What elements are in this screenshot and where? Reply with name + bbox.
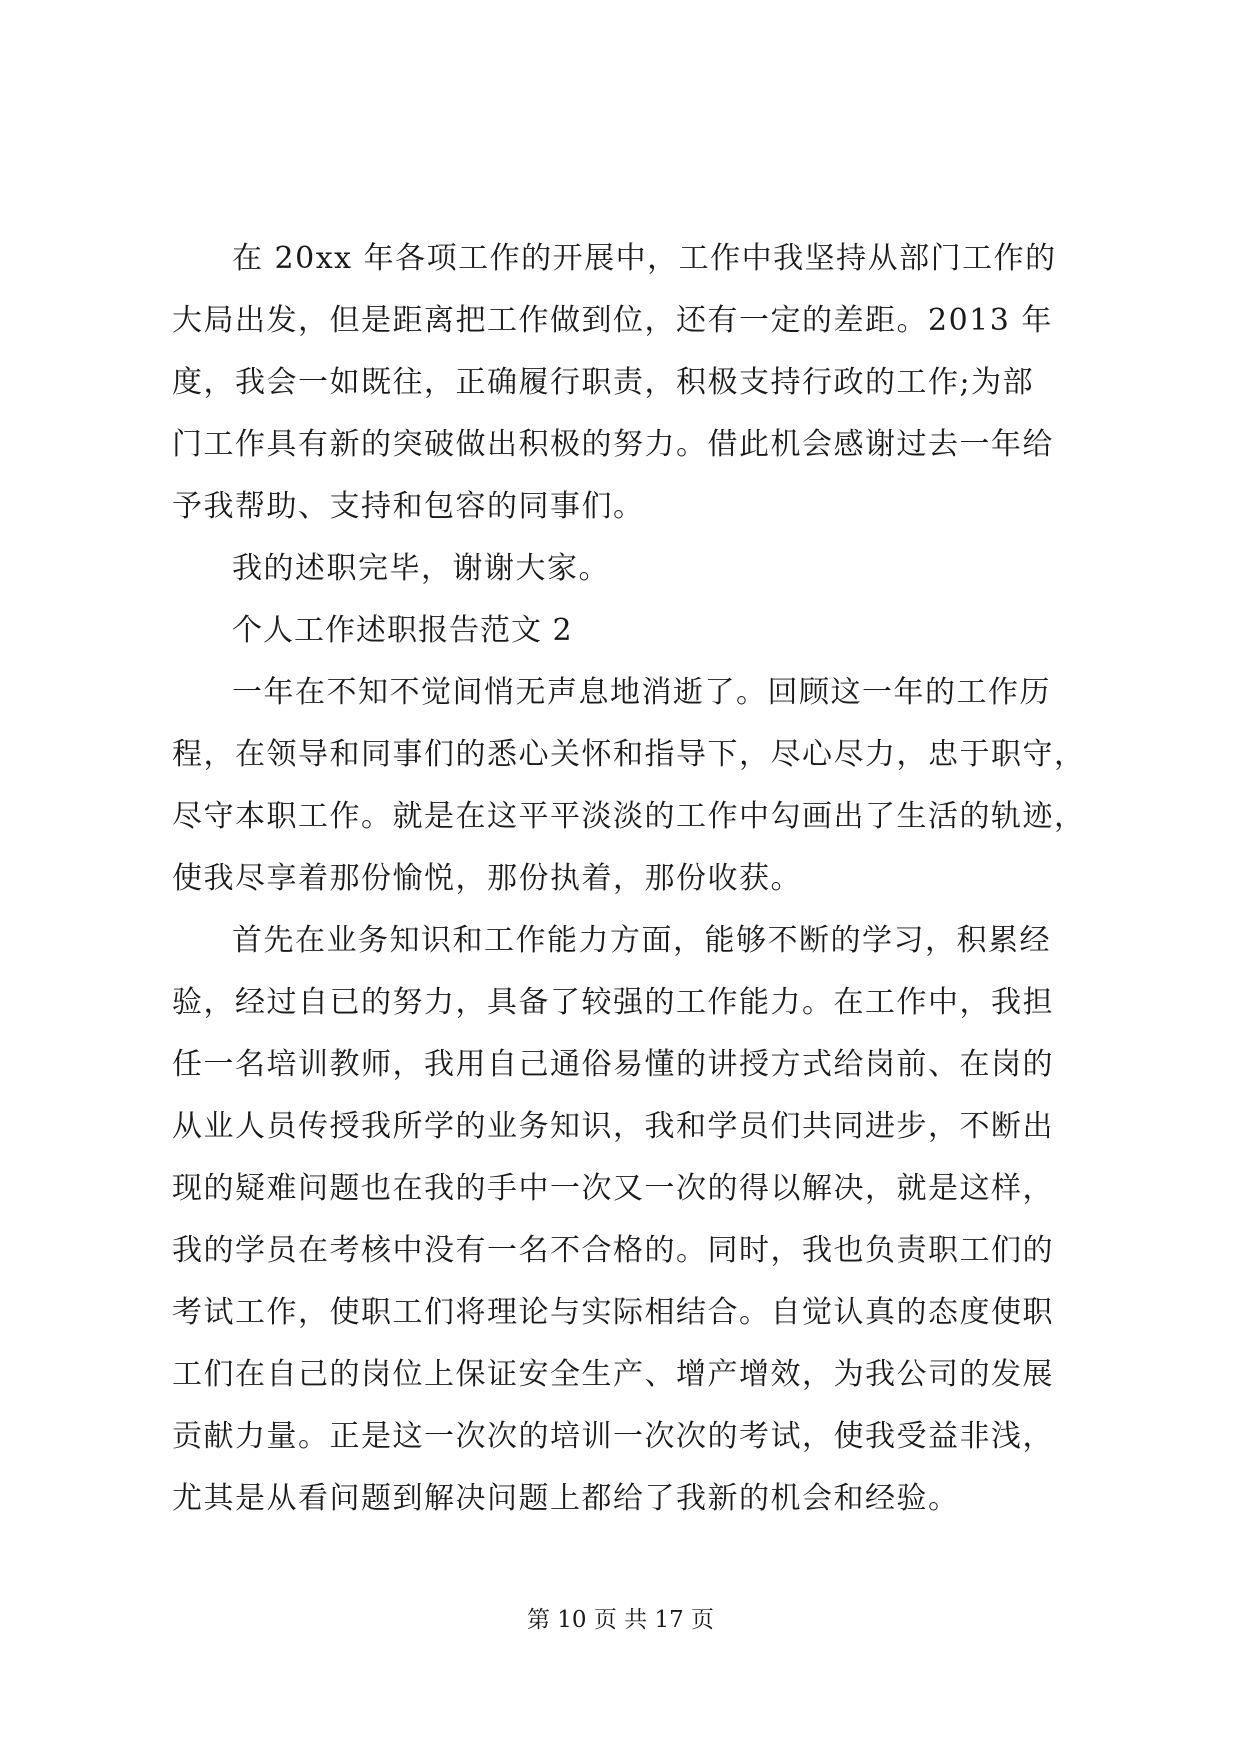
paragraph-1-line-2: 大局出发，但是距离把工作做到位，还有一定的差距。2013 年 [172,303,1053,338]
paragraph-4-line-7: 考试工作，使职工们将理论与实际相结合。自觉认真的态度使职 [172,1295,1054,1330]
paragraph-1-line-4: 门工作具有新的突破做出积极的努力。借此机会感谢过去一年给 [172,427,1054,462]
paragraph-4-line-4: 从业人员传授我所学的业务知识，我和学员们共同进步，不断出 [172,1109,1054,1144]
paragraph-4-line-6: 我的学员在考核中没有一名不合格的。同时，我也负责职工们的 [172,1233,1054,1268]
paragraph-3-line-3: 尽守本职工作。就是在这平平淡淡的工作中勾画出了生活的轨迹， [172,799,1086,834]
paragraph-4-line-5: 现的疑难问题也在我的手中一次又一次的得以解决，就是这样， [172,1171,1054,1206]
page-number-footer: 第 10 页 共 17 页 [526,1607,715,1633]
paragraph-1-line-5: 予我帮助、支持和包容的同事们。 [172,489,645,524]
paragraph-4-line-2: 验，经过自已的努力，具备了较强的工作能力。在工作中，我担 [172,985,1054,1020]
paragraph-4-line-3: 任一名培训教师，我用自己通俗易懂的讲授方式给岗前、在岗的 [172,1047,1054,1082]
paragraph-3-line-4: 使我尽享着那份愉悦，那份执着，那份收获。 [172,861,802,896]
paragraph-1-line-3: 度，我会一如既往，正确履行职责，积极支持行政的工作;为部 [172,365,1035,400]
paragraph-3-line-1: 一年在不知不觉间悄无声息地消逝了。回顾这一年的工作历 [232,675,1051,710]
paragraph-4-line-10: 尤其是从看问题到解决问题上都给了我新的机会和经验。 [172,1481,960,1516]
paragraph-1-line-1: 在 20xx 年各项工作的开展中，工作中我坚持从部门工作的 [232,241,1057,276]
paragraph-3-line-2: 程，在领导和同事们的悉心关怀和指导下，尽心尽力，忠于职守， [172,737,1086,772]
section-heading: 个人工作述职报告范文 2 [232,613,573,648]
paragraph-4-line-8: 工们在自己的岗位上保证安全生产、增产增效，为我公司的发展 [172,1357,1054,1392]
paragraph-2-line-1: 我的述职完毕，谢谢大家。 [232,551,610,586]
document-body [172,228,1086,1530]
paragraph-4-line-9: 贡献力量。正是这一次次的培训一次次的考试，使我受益非浅， [172,1419,1054,1454]
paragraph-4-line-1: 首先在业务知识和工作能力方面，能够不断的学习，积累经 [232,923,1051,958]
